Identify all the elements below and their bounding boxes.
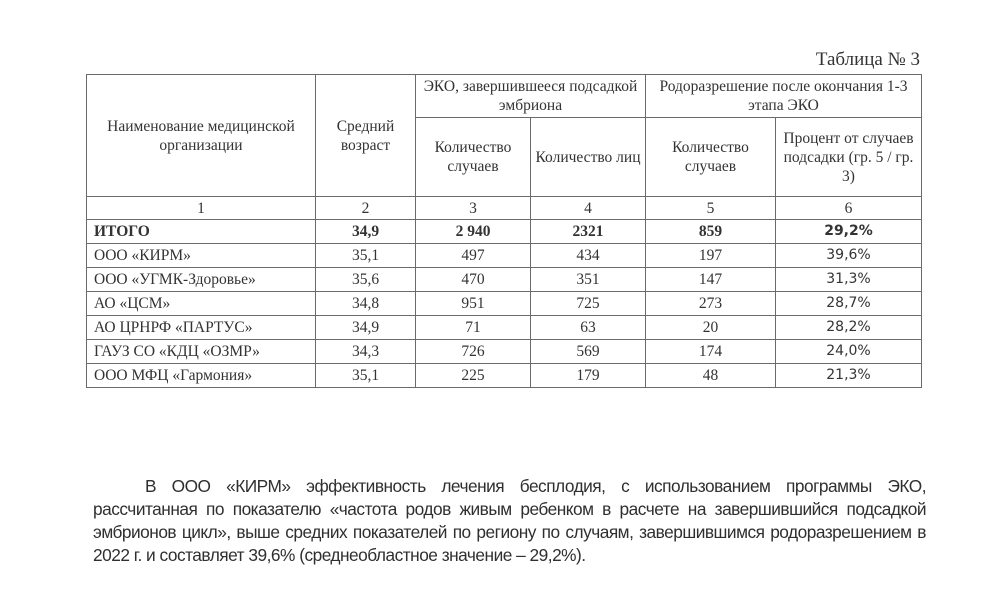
header-cases-count: Количество случаев — [416, 118, 531, 197]
percent: 31,3% — [776, 268, 922, 292]
deliveries: 174 — [646, 340, 776, 364]
avg-age: 35,1 — [316, 364, 416, 388]
column-number-row — [87, 197, 922, 220]
summary-paragraph: В ООО «КИРМ» эффективность лечения бесплодия, с использованием программы ЭКО, рассчитанная по показателю «частота родов живым ребенком в расчете на завершившийся подсадкой эмбрионов цикл», выше средних показателей по региону по случаям, завершившимся родоразрешением в 2022 г. и составляет 39,6% (среднеобластное значение – 29,2%). — [93, 476, 926, 566]
header-delivery-cases: Количество случаев — [646, 118, 776, 197]
header-avg-age: Средний возраст — [316, 75, 416, 197]
column-number: 2 — [316, 197, 416, 220]
table-row — [87, 244, 922, 268]
avg-age: 34,9 — [316, 220, 416, 244]
table-row-total — [87, 220, 922, 244]
avg-age: 35,1 — [316, 244, 416, 268]
table-row — [87, 364, 922, 388]
deliveries: 197 — [646, 244, 776, 268]
header-org-name: Наименование медицинской организации — [87, 75, 316, 197]
avg-age: 35,6 — [316, 268, 416, 292]
percent: 28,2% — [776, 316, 922, 340]
percent: 39,6% — [776, 244, 922, 268]
cases: 497 — [416, 244, 531, 268]
org-name: ГАУЗ СО «КДЦ «ОЗМР» — [87, 340, 316, 364]
cases: 225 — [416, 364, 531, 388]
column-number: 4 — [531, 197, 646, 220]
org-name: ИТОГО — [87, 220, 316, 244]
column-number: 3 — [416, 197, 531, 220]
cases: 951 — [416, 292, 531, 316]
deliveries: 147 — [646, 268, 776, 292]
column-number: 5 — [646, 197, 776, 220]
ivf-statistics-table — [86, 74, 922, 388]
persons: 351 — [531, 268, 646, 292]
percent: 24,0% — [776, 340, 922, 364]
table-row — [87, 268, 922, 292]
header-group-delivery: Родоразрешение после окончания 1-3 этапа ЭКО — [646, 75, 922, 118]
percent: 28,7% — [776, 292, 922, 316]
org-name: ООО «УГМК-Здоровье» — [87, 268, 316, 292]
percent: 21,3% — [776, 364, 922, 388]
table-row — [87, 340, 922, 364]
persons: 725 — [531, 292, 646, 316]
header-percent: Процент от случаев подсадки (гр. 5 / гр. 3) — [776, 118, 922, 197]
deliveries: 859 — [646, 220, 776, 244]
table-row — [87, 292, 922, 316]
table-row — [87, 316, 922, 340]
cases: 2 940 — [416, 220, 531, 244]
cases: 470 — [416, 268, 531, 292]
avg-age: 34,9 — [316, 316, 416, 340]
cases: 726 — [416, 340, 531, 364]
persons: 179 — [531, 364, 646, 388]
persons: 63 — [531, 316, 646, 340]
table-caption: Таблица № 3 — [815, 49, 920, 70]
deliveries: 273 — [646, 292, 776, 316]
org-name: ООО «КИРМ» — [87, 244, 316, 268]
org-name: АО «ЦСМ» — [87, 292, 316, 316]
deliveries: 48 — [646, 364, 776, 388]
org-name: АО ЦРНРФ «ПАРТУС» — [87, 316, 316, 340]
cases: 71 — [416, 316, 531, 340]
column-number: 6 — [776, 197, 922, 220]
avg-age: 34,3 — [316, 340, 416, 364]
percent: 29,2% — [776, 220, 922, 244]
org-name: ООО МФЦ «Гармония» — [87, 364, 316, 388]
avg-age: 34,8 — [316, 292, 416, 316]
column-number: 1 — [87, 197, 316, 220]
header-persons-count: Количество лиц — [531, 118, 646, 197]
persons: 434 — [531, 244, 646, 268]
persons: 569 — [531, 340, 646, 364]
persons: 2321 — [531, 220, 646, 244]
header-group-eko: ЭКО, завершившееся подсадкой эмбриона — [416, 75, 646, 118]
deliveries: 20 — [646, 316, 776, 340]
